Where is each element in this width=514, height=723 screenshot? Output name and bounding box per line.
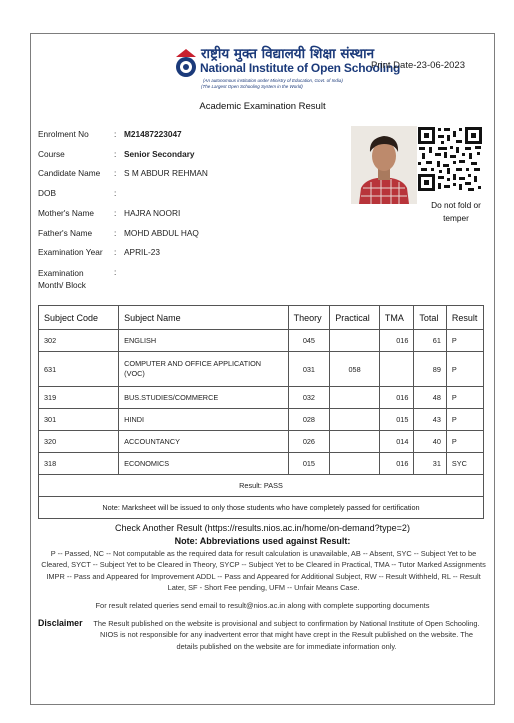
subject-result: P xyxy=(446,352,483,387)
info-label: Candidate Name xyxy=(38,168,101,178)
marks-table xyxy=(38,305,484,519)
disclaimer-label: Disclaimer xyxy=(38,618,83,628)
info-colon: : xyxy=(114,247,117,257)
nios-logo xyxy=(173,44,401,96)
tma-marks: 014 xyxy=(379,431,414,453)
total-marks: 40 xyxy=(414,431,446,453)
theory-marks: 031 xyxy=(288,352,330,387)
practical-marks xyxy=(330,387,380,409)
abbreviations-text: P -- Passed, NC -- Not computable as the required data for result calculation is unavailable, AB -- Absent, SYC -- Subject Yet to be Cleared, SYCT -- Subject Yet to be Cleared in Theory, SYCP -- Subject Yet to be Cleared in Practical, TMA -- Tutor Marked Assignments IMPR -- Pass and Appeared for Improvement ADDL -- Pass and Appeared for Additional Subject, RW -- Result Withheld, RL -- Result Later, SF - Short Fee pending, UFM -- Unfair Means Case. xyxy=(41,549,486,592)
nios-emblem-icon xyxy=(173,48,199,78)
subject-name: HINDI xyxy=(119,409,288,431)
course-value: Senior Secondary xyxy=(124,149,195,159)
practical-marks: 058 xyxy=(330,352,380,387)
tma-marks: 016 xyxy=(379,387,414,409)
tma-marks xyxy=(379,352,414,387)
overall-result-row xyxy=(39,475,484,497)
practical-marks xyxy=(330,330,380,352)
tma-marks: 016 xyxy=(379,453,414,475)
theory-marks: 032 xyxy=(288,387,330,409)
column-header-result: Result xyxy=(446,306,483,330)
info-colon: : xyxy=(114,208,117,218)
subject-name: ACCOUNTANCY xyxy=(119,431,288,453)
logo-hindi-text: राष्ट्रीय मुक्त विद्यालयी शिक्षा संस्थान xyxy=(201,46,375,62)
logo-tagline: (The Largest Open Schooling System in the World) xyxy=(201,84,303,89)
total-marks: 61 xyxy=(414,330,446,352)
practical-marks xyxy=(330,453,380,475)
subject-result: P xyxy=(446,431,483,453)
abbreviations-title: Note: Abbreviations used against Result: xyxy=(174,536,351,546)
practical-marks xyxy=(330,409,380,431)
theory-marks: 015 xyxy=(288,453,330,475)
info-colon: : xyxy=(114,168,117,178)
subject-name: COMPUTER AND OFFICE APPLICATION (VOC) xyxy=(119,352,288,387)
subject-result: P xyxy=(446,409,483,431)
column-header-subject-name: Subject Name xyxy=(119,306,288,330)
info-label: Course xyxy=(38,149,65,159)
check-another-result-label: Check Another Result xyxy=(115,523,203,533)
total-marks: 43 xyxy=(414,409,446,431)
subject-name: ENGLISH xyxy=(119,330,288,352)
exam-year-value: APRIL-23 xyxy=(124,247,160,257)
logo-english-text: National Institute of Open Schooling xyxy=(200,61,401,75)
info-label: Examination Month/ Block xyxy=(38,268,86,290)
column-header-subject-code: Subject Code xyxy=(39,306,119,330)
subject-result: P xyxy=(446,330,483,352)
total-marks: 89 xyxy=(414,352,446,387)
candidate-photo-image xyxy=(351,126,417,204)
certification-note-row xyxy=(39,497,484,519)
subject-code: 319 xyxy=(39,387,119,409)
table-row xyxy=(39,409,484,431)
subject-name: BUS.STUDIES/COMMERCE xyxy=(119,387,288,409)
info-label: Examination Year xyxy=(38,247,103,257)
total-marks: 31 xyxy=(414,453,446,475)
total-marks: 48 xyxy=(414,387,446,409)
info-colon: : xyxy=(114,129,117,139)
subject-result: P xyxy=(446,387,483,409)
table-row xyxy=(39,453,484,475)
column-header-practical: Practical xyxy=(330,306,380,330)
tma-marks: 016 xyxy=(379,330,414,352)
theory-marks: 028 xyxy=(288,409,330,431)
table-row xyxy=(39,330,484,352)
subject-code: 320 xyxy=(39,431,119,453)
result-sheet xyxy=(30,33,495,705)
subject-code: 631 xyxy=(39,352,119,387)
certification-note: Note: Marksheet will be issued to only those students who have completely passed for certification xyxy=(39,497,484,519)
page-title: Academic Examination Result xyxy=(199,101,326,112)
candidate-photo xyxy=(351,126,417,204)
print-date: Print Date-23-06-2023 xyxy=(371,60,465,71)
table-row xyxy=(39,387,484,409)
table-row xyxy=(39,431,484,453)
tma-marks: 015 xyxy=(379,409,414,431)
disclaimer-text: The Result published on the website is provisional and subject to confirmation by National Institute of Open Schooling. NIOS is not responsible for any inadvertent error that might have crept in the Result published on the website. The details published on the website are for immediate information only. xyxy=(93,619,480,651)
fold-warning: Do not fold or temper xyxy=(431,200,481,223)
info-label: DOB xyxy=(38,188,56,198)
subject-name: ECONOMICS xyxy=(119,453,288,475)
column-header-theory: Theory xyxy=(288,306,330,330)
mother-name: HAJRA NOORI xyxy=(124,208,181,218)
overall-result: Result: PASS xyxy=(39,475,484,497)
contact-note: For result related queries send email to result@nios.ac.in along with complete supporting documents xyxy=(95,601,430,610)
candidate-name: S M ABDUR REHMAN xyxy=(124,168,208,178)
check-another-result-link[interactable]: (https://results.nios.ac.in/home/on-demand?type=2) xyxy=(202,523,410,533)
column-header-total: Total xyxy=(414,306,446,330)
theory-marks: 026 xyxy=(288,431,330,453)
subject-result: SYC xyxy=(446,453,483,475)
info-colon: : xyxy=(114,188,117,198)
table-header-row xyxy=(39,306,484,330)
column-header-tma: TMA xyxy=(379,306,414,330)
father-name: MOHD ABDUL HAQ xyxy=(124,228,199,238)
info-colon: : xyxy=(114,267,117,277)
info-colon: : xyxy=(114,228,117,238)
check-another-result xyxy=(31,523,494,533)
logo-subtitle: (An autonomous institution under Ministry of Education, Govt. of India) xyxy=(203,78,343,83)
practical-marks xyxy=(330,431,380,453)
subject-code: 318 xyxy=(39,453,119,475)
info-label: Father's Name xyxy=(38,228,93,238)
info-label: Enrolment No xyxy=(38,129,89,139)
subject-code: 302 xyxy=(39,330,119,352)
subject-code: 301 xyxy=(39,409,119,431)
enrolment-number: M21487223047 xyxy=(124,129,182,139)
qr-code-icon xyxy=(417,126,483,192)
theory-marks: 045 xyxy=(288,330,330,352)
info-colon: : xyxy=(114,149,117,159)
table-row xyxy=(39,352,484,387)
info-label: Mother's Name xyxy=(38,208,94,218)
